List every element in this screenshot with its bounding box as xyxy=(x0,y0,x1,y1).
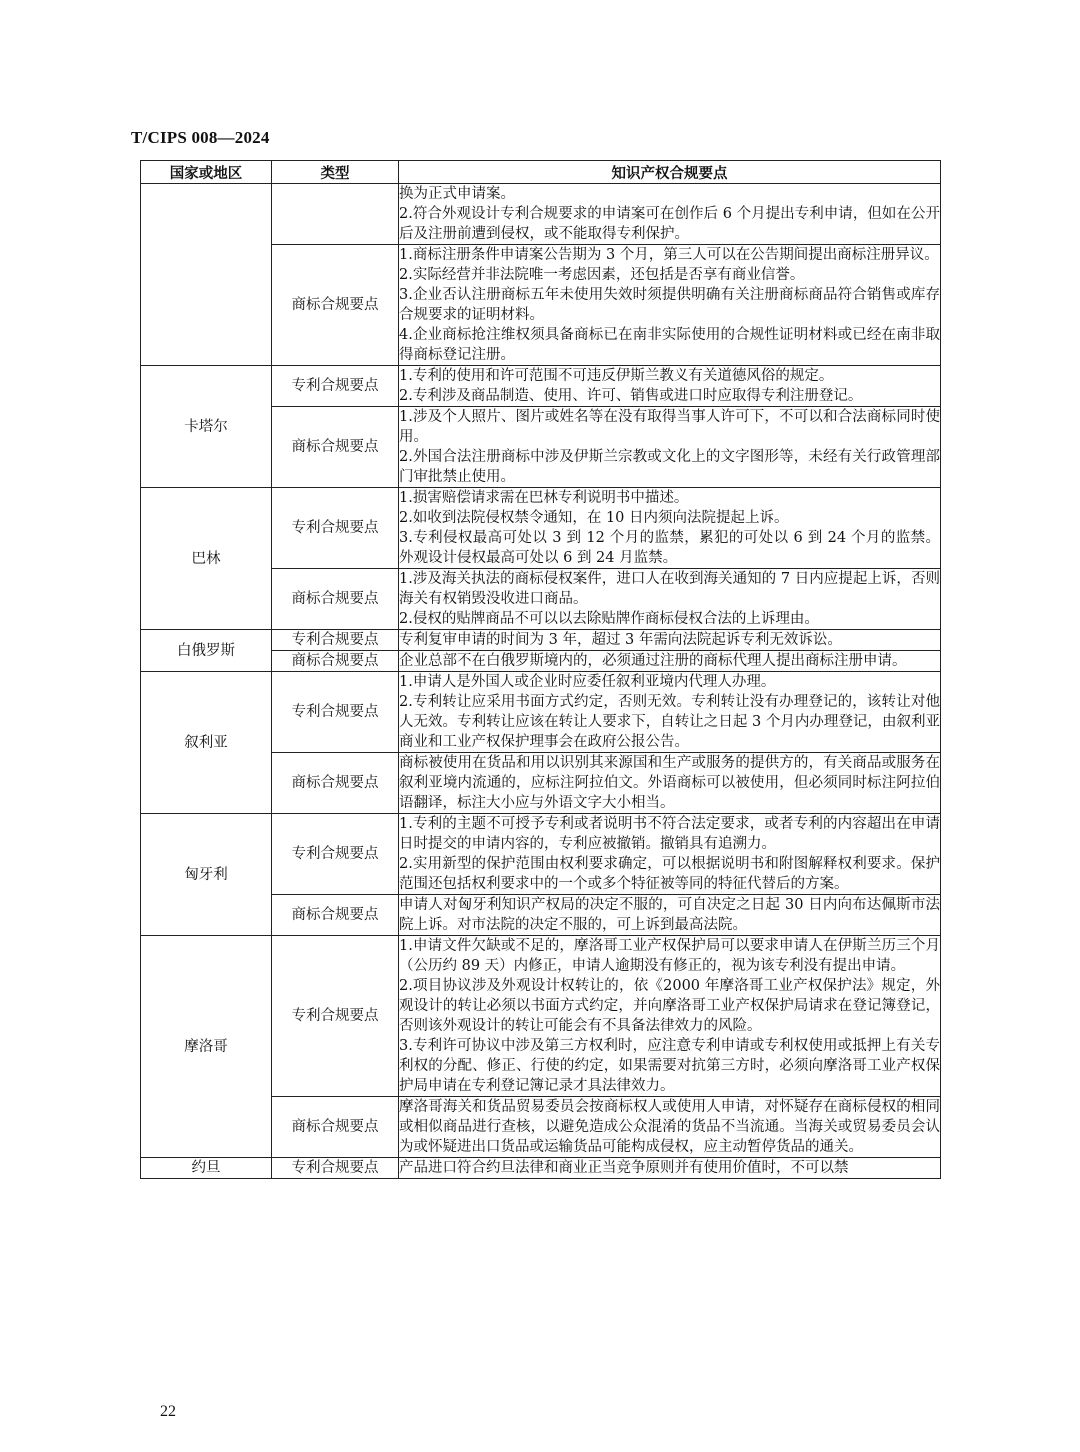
point-line: 1.专利的使用和许可范围不可违反伊斯兰教义有关道德风俗的规定。 xyxy=(399,368,834,384)
type-cell: 专利合规要点 xyxy=(272,1158,399,1179)
points-cell xyxy=(399,753,941,814)
table-header-row xyxy=(141,161,941,184)
point-line: 1.商标注册条件申请案公告期为 3 个月，第三人可以在公告期间提出商标注册异议。 xyxy=(399,247,939,263)
table-row xyxy=(141,488,941,569)
points-cell xyxy=(399,245,941,366)
points-cell xyxy=(399,651,941,672)
point-line: 1.申请文件欠缺或不足的，摩洛哥工业产权保护局可以要求申请人在伊斯兰历三个月（公历约 89 天）内修正，申请人逾期没有修正的，视为该专利没有提出申请。 xyxy=(399,938,940,974)
point-line: 1.损害赔偿请求需在巴林专利说明书中描述。 xyxy=(399,490,689,506)
points-cell xyxy=(399,366,941,407)
point-line: 1.涉及个人照片、图片或姓名等在没有取得当事人许可下，不可以和合法商标同时使用。 xyxy=(399,409,940,445)
points-cell xyxy=(399,1158,941,1179)
table-row xyxy=(141,366,941,407)
table-row xyxy=(141,630,941,651)
type-cell: 专利合规要点 xyxy=(272,630,399,651)
points-cell xyxy=(399,407,941,488)
type-cell: 专利合规要点 xyxy=(272,366,399,407)
point-line: 3.专利许可协议中涉及第三方权利时，应注意专利申请或专利权使用或抵押上有关专利权的分配、修正、行使的约定，如果需要对抗第三方时，必须向摩洛哥工业产权保护局申请在专利登记簿记录才具法律效力。 xyxy=(399,1038,940,1094)
type-cell: 商标合规要点 xyxy=(272,407,399,488)
country-cell-jordan: 约旦 xyxy=(141,1158,272,1179)
point-line: 3.专利侵权最高可处以 3 到 12 个月的监禁，累犯的可处以 6 到 24 个月的监禁。外观设计侵权最高可处以 6 到 24 月监禁。 xyxy=(399,530,940,566)
point-line: 2.实用新型的保护范围由权利要求确定，可以根据说明书和附图解释权利要求。保护范围还包括权利要求中的一个或多个特征被等同的特征代替后的方案。 xyxy=(399,856,940,892)
points-cell xyxy=(399,895,941,936)
point-line: 2.项目协议涉及外观设计权转让的，依《2000 年摩洛哥工业产权保护法》规定，外观设计的转让必须以书面方式约定，并向摩洛哥工业产权保护局请求在登记簿登记，否则该外观设计的转让可能会有不具备法律效力的风险。 xyxy=(399,978,940,1034)
point-line: 4.企业商标抢注维权须具备商标已在南非实际使用的合规性证明材料或已经在南非取得商标登记注册。 xyxy=(399,327,940,363)
type-cell: 商标合规要点 xyxy=(272,245,399,366)
points-cell xyxy=(399,936,941,1097)
table-row xyxy=(141,672,941,753)
point-line: 换为正式申请案。 xyxy=(399,186,515,202)
table-row xyxy=(141,936,941,1097)
header-country: 国家或地区 xyxy=(141,161,272,184)
point-line: 1.申请人是外国人或企业时应委任叙利亚境内代理人办理。 xyxy=(399,674,776,690)
point-line: 2.专利转让应采用书面方式约定，否则无效。专利转让没有办理登记的，该转让对他人无效。专利转让应该在转让人要求下，自转让之日起 3 个月内办理登记，由叙利亚商业和工业产权保护理事会在政府公报公告。 xyxy=(399,694,940,750)
points-cell xyxy=(399,630,941,651)
point-line: 2.符合外观设计专利合规要求的申请案可在创作后 6 个月提出专利申请，但如在公开后及注册前遭到侵权，或不能取得专利保护。 xyxy=(399,206,940,242)
type-cell: 专利合规要点 xyxy=(272,488,399,569)
type-cell: 商标合规要点 xyxy=(272,895,399,936)
header-type: 类型 xyxy=(272,161,399,184)
table-row xyxy=(141,184,941,245)
type-cell: 商标合规要点 xyxy=(272,1097,399,1158)
point-line: 3.企业否认注册商标五年未使用失效时须提供明确有关注册商标商品符合销售或库存合规要求的证明材料。 xyxy=(399,287,940,323)
table-row xyxy=(141,1158,941,1179)
country-cell-hungary: 匈牙利 xyxy=(141,814,272,936)
points-cell xyxy=(399,672,941,753)
points-cell xyxy=(399,184,941,245)
compliance-table xyxy=(140,160,941,1179)
document-code: T/CIPS 008—2024 xyxy=(131,128,270,147)
points-cell xyxy=(399,569,941,630)
country-cell-syria: 叙利亚 xyxy=(141,672,272,814)
type-cell: 商标合规要点 xyxy=(272,651,399,672)
point-line: 专利复审申请的时间为 3 年，超过 3 年需向法院起诉专利无效诉讼。 xyxy=(399,632,842,648)
country-cell-morocco: 摩洛哥 xyxy=(141,936,272,1158)
point-line: 2.外国合法注册商标中涉及伊斯兰宗教或文化上的文字图形等，未经有关行政管理部门审批禁止使用。 xyxy=(399,449,940,485)
country-cell-qatar: 卡塔尔 xyxy=(141,366,272,488)
page-number: 22 xyxy=(160,1403,176,1420)
country-cell-continued xyxy=(141,184,272,366)
points-cell xyxy=(399,488,941,569)
type-cell: 商标合规要点 xyxy=(272,753,399,814)
point-line: 摩洛哥海关和货品贸易委员会按商标权人或使用人申请，对怀疑存在商标侵权的相同或相似商品进行查核，以避免造成公众混淆的货品不当流通。当海关或贸易委员会认为或怀疑进出口货品或运输货品可能构成侵权，应主动暂停货品的通关。 xyxy=(399,1099,940,1155)
type-cell: 专利合规要点 xyxy=(272,672,399,753)
point-line: 商标被使用在货品和用以识别其来源国和生产或服务的提供方的，有关商品或服务在叙利亚境内流通的，应标注阿拉伯文。外语商标可以被使用，但必须同时标注阿拉伯语翻译，标注大小应与外语文字大小相当。 xyxy=(399,755,940,811)
point-line: 1.涉及海关执法的商标侵权案件，进口人在收到海关通知的 7 日内应提起上诉，否则海关有权销毁没收进口商品。 xyxy=(399,571,940,607)
type-cell-continued xyxy=(272,184,399,245)
type-cell: 商标合规要点 xyxy=(272,569,399,630)
point-line: 2.专利涉及商品制造、使用、许可、销售或进口时应取得专利注册登记。 xyxy=(399,388,863,404)
country-cell-bahrain: 巴林 xyxy=(141,488,272,630)
point-line: 2.侵权的贴牌商品不可以以去除贴牌作商标侵权合法的上诉理由。 xyxy=(399,611,819,627)
type-cell: 专利合规要点 xyxy=(272,936,399,1097)
points-cell xyxy=(399,814,941,895)
point-line: 企业总部不在白俄罗斯境内的，必须通过注册的商标代理人提出商标注册申请。 xyxy=(399,653,907,669)
point-line: 2.实际经营并非法院唯一考虑因素，还包括是否享有商业信誉。 xyxy=(399,267,805,283)
header-points: 知识产权合规要点 xyxy=(399,161,941,184)
points-cell xyxy=(399,1097,941,1158)
point-line: 申请人对匈牙利知识产权局的决定不服的，可自决定之日起 30 日内向布达佩斯市法院上诉。对市法院的决定不服的，可上诉到最高法院。 xyxy=(399,897,940,933)
point-line: 1.专利的主题不可授予专利或者说明书不符合法定要求，或者专利的内容超出在申请日时提交的申请内容的，专利应被撤销。撤销具有追溯力。 xyxy=(399,816,940,852)
country-cell-belarus: 白俄罗斯 xyxy=(141,630,272,672)
point-line: 2.如收到法院侵权禁令通知，在 10 日内须向法院提起上诉。 xyxy=(399,510,789,526)
table-row xyxy=(141,814,941,895)
point-line: 产品进口符合约旦法律和商业正当竞争原则并有使用价值时，不可以禁 xyxy=(399,1160,849,1176)
type-cell: 专利合规要点 xyxy=(272,814,399,895)
